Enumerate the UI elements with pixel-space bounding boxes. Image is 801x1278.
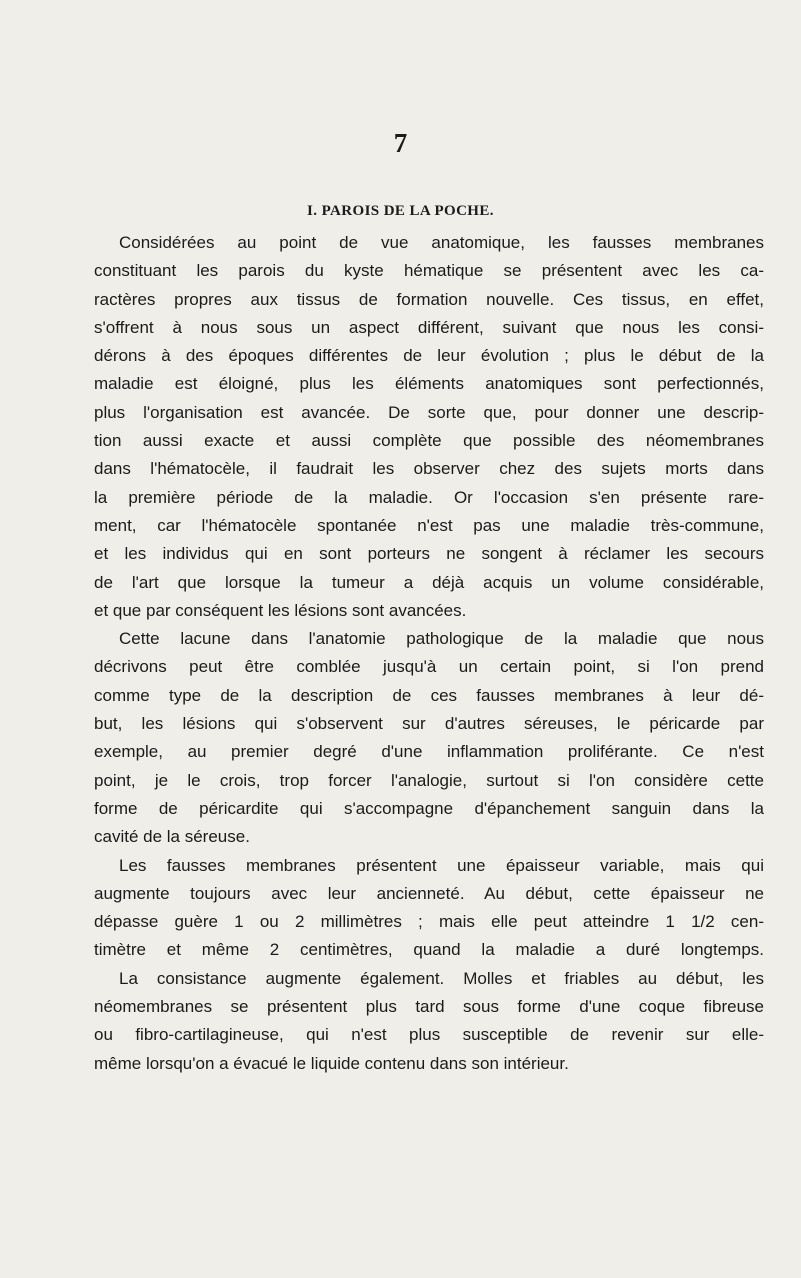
text-line: dépasse guère 1 ou 2 millimètres ; mais elle peut atteindre 1 1/2 cen- [94, 912, 764, 932]
text-line: de l'art que lorsque la tumeur a déjà acquis un volume considérable, [94, 572, 764, 592]
text-line: tion aussi exacte et aussi complète que possible des néomembranes [94, 431, 764, 451]
text-line: dans l'hématocèle, il faudrait les observer chez des sujets morts dans [94, 459, 764, 479]
text-line: La consistance augmente également. Molles et friables au début, les [119, 968, 764, 988]
text-line: plus l'organisation est avancée. De sorte que, pour donner une descrip- [94, 402, 764, 422]
text-line: décrivons peut être comblée jusqu'à un certain point, si l'on prend [94, 657, 764, 677]
text-line: la première période de la maladie. Or l'occasion s'en présente rare- [94, 487, 764, 507]
text-line: dérons à des époques différentes de leur évolution ; plus le début de la [94, 346, 764, 366]
text-line: Considérées au point de vue anatomique, les fausses membranes [119, 233, 764, 252]
text-line: but, les lésions qui s'observent sur d'autres séreuses, le péricarde par [94, 714, 764, 734]
text-line: ractères propres aux tissus de formation nouvelle. Ces tissus, en effet, [94, 289, 764, 309]
text-line: timètre et même 2 centimètres, quand la maladie a duré longtemps. [94, 940, 764, 960]
text-line: même lorsqu'on a évacué le liquide contenu dans son intérieur. [94, 1053, 569, 1073]
text-line: néomembranes se présentent plus tard sous forme d'une coque fibreuse [94, 997, 764, 1017]
body-text [94, 229, 764, 1078]
text-line: et que par conséquent les lésions sont avancées. [94, 600, 467, 620]
text-line: exemple, au premier degré d'une inflammation proliférante. Ce n'est [94, 742, 764, 762]
text-line: et les individus qui en sont porteurs ne songent à réclamer les secours [94, 544, 764, 564]
text-line: comme type de la description de ces fausses membranes à leur dé- [94, 685, 764, 705]
text-line: ou fibro-cartilagineuse, qui n'est plus susceptible de revenir sur elle- [94, 1025, 764, 1045]
text-line: ment, car l'hématocèle spontanée n'est pas une maladie très-commune, [94, 515, 764, 535]
text-line: Cette lacune dans l'anatomie pathologique de la maladie que nous [119, 629, 764, 649]
text-line: maladie est éloigné, plus les éléments anatomiques sont perfectionnés, [94, 374, 764, 394]
section-heading: I. PAROIS DE LA POCHE. [307, 203, 494, 219]
page-number: 7 [393, 128, 408, 158]
text-line: forme de péricardite qui s'accompagne d'épanchement sanguin dans la [94, 798, 764, 818]
text-line: point, je le crois, trop forcer l'analogie, surtout si l'on considère cette [94, 770, 764, 790]
text-line: constituant les parois du kyste hématique se présentent avec les ca- [94, 261, 764, 281]
text-line: augmente toujours avec leur ancienneté. Au début, cette épaisseur ne [94, 883, 764, 903]
text-line: cavité de la séreuse. [94, 827, 250, 847]
text-line: Les fausses membranes présentent une épaisseur variable, mais qui [119, 855, 764, 875]
text-line: s'offrent à nous sous un aspect différent, suivant que nous les consi- [94, 317, 764, 337]
